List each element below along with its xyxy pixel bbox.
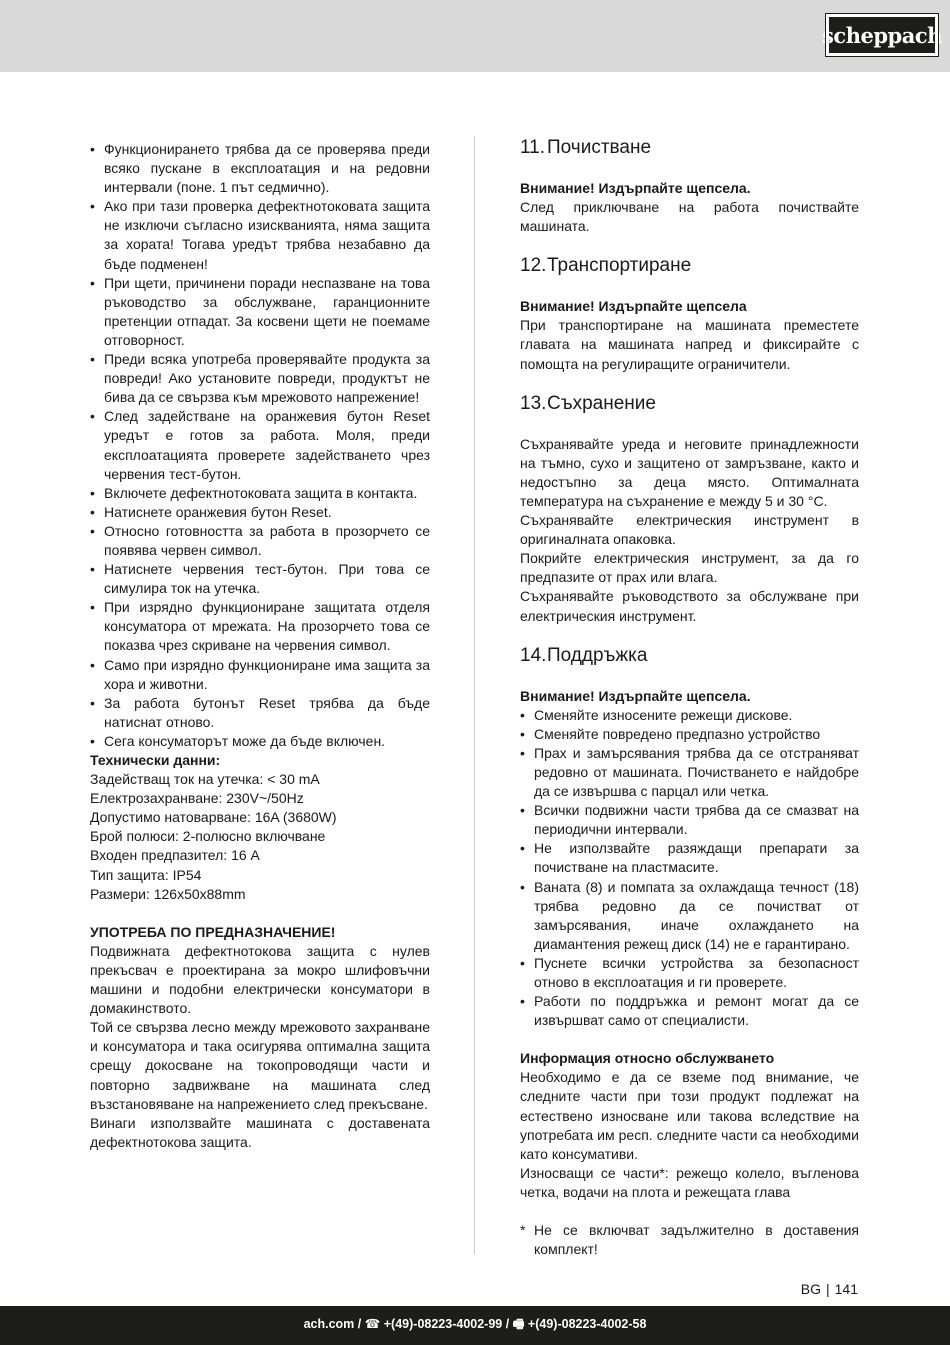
column-divider	[474, 136, 475, 1254]
footer-contact-bar	[0, 1306, 950, 1345]
warning-text: Внимание! Издърпайте щепсела	[520, 298, 747, 315]
service-info-paragraph: Необходимо е да се вземе под внимание, че следните части при този продукт подлежат на естествено износване или такова вследствие на употребата им респ. следните части са необходими като консумативи.	[520, 1069, 859, 1162]
tech-data-line: Задействащ ток на утечка: < 30 mA	[90, 771, 320, 788]
tech-data-line: Електрозахранване: 230V~/50Hz	[90, 790, 304, 807]
section-heading-storage	[520, 392, 859, 416]
section-number: 12.	[520, 255, 547, 277]
list-item: • Работи по поддръжка и ремонт могат да се извършват само от специалисти.	[520, 992, 859, 1030]
list-item: • Само при изрядно функциониране има защита за хора и животни.	[90, 656, 430, 694]
maintenance-bullet-list	[520, 706, 859, 1031]
list-item: • При щети, причинени поради неспазване на това ръководство за обслужване, гаранционните претенции отпадат. За косвени щети не поемаме отговорност.	[90, 274, 430, 350]
language-code: BG	[800, 1281, 821, 1297]
section-text: При транспортиране на машината преместете главата на машината напред и фиксирайте с помощта на регулиращите ограничители.	[520, 317, 859, 372]
list-item: • За работа бутонът Reset трябва да бъде натиснат отново.	[90, 694, 430, 732]
intended-use-paragraph: Той се свързва лесно между мрежовото захранване и консуматора и така осигурява оптимална защита срещу докосване на токопроводящи части и повторно задвижване на машината след възстановяване на напрежението след прекъсване.	[90, 1019, 430, 1112]
page-number-value: 141	[834, 1281, 858, 1297]
list-item: • Не използвайте разяждащи препарати за почистване на пластмасите.	[520, 839, 859, 877]
list-item: • При изрядно функциониране защитата отделя консуматора от мрежата. На прозорчето това се показва чрез скриване на червения символ.	[90, 598, 430, 655]
service-info-paragraph: Износващи се части*: режещо колело, въгленова четка, водачи на плота и режещата глава	[520, 1164, 859, 1200]
tech-data-heading: Технически данни:	[90, 752, 221, 768]
section-text: След приключване на работа почиствайте машината.	[520, 199, 859, 235]
section-text: Покрийте електрическия инструмент, за да го предпазите от прах или влага.	[520, 550, 859, 586]
section-heading-cleaning	[520, 136, 859, 160]
list-item: • Сега консуматорът може да бъде включен.	[90, 732, 430, 751]
section-number: 11.	[520, 137, 546, 158]
footnote-marker: *	[520, 1222, 526, 1239]
footnote	[520, 1221, 859, 1259]
intended-use-paragraph: Винаги използвайте машината с доставената дефектнотокова защита.	[90, 1114, 430, 1150]
list-item: • Прах и замърсявания трябва да се отстраняват редовно от машината. Почистването е найдобре да се извършва с парцал или четка.	[520, 744, 859, 801]
section-text: Съхранявайте електрическия инструмент в оригиналната опаковка.	[520, 512, 859, 548]
section-number: 13.	[520, 392, 547, 414]
left-column	[90, 140, 430, 1152]
section-title: Съхранение	[547, 392, 656, 414]
tech-data-line: Допустимо натоварване: 16A (3680W)	[90, 809, 337, 826]
warning-text: Внимание! Издърпайте щепсела.	[520, 180, 751, 196]
list-item: • Включете дефектнотоковата защита в контакта.	[90, 484, 430, 503]
list-item: • Натиснете оранжевия бутон Reset.	[90, 503, 430, 522]
intended-use-heading: УПОТРЕБА ПО ПРЕДНАЗНАЧЕНИЕ!	[90, 923, 336, 940]
section-title: Почистване	[547, 137, 652, 158]
footnote-text: Не се включват задължително в доставения комплект!	[534, 1222, 859, 1258]
list-item: • Всички подвижни части трябва да се смазват на периодични интервали.	[520, 801, 859, 839]
page-separator: |	[826, 1281, 830, 1297]
intended-use-paragraph: Подвижната дефектнотокова защита с нулев прекъсвач е проектирана за мокро шлифовъчни машини и подобни електрически консуматори в домакинството.	[90, 942, 430, 1017]
tech-data-line: Размери: 126x50x88mm	[90, 885, 246, 902]
section-heading-maintenance	[520, 644, 859, 668]
list-item: • Сменяйте износените режещи дискове.	[520, 706, 859, 725]
footer-contact-text: ach.com / ☎ +(49)-08223-4002-99 / 🖷 +(49)-08223-4002-58	[303, 1317, 647, 1331]
warning-text: Внимание! Издърпайте щепсела.	[520, 687, 751, 704]
list-item: • След задействане на оранжевия бутон Reset уредът е готов за работа. Моля, преди експлоатацията проверете задействането чрез червения тест-бутон.	[90, 407, 430, 483]
tech-data-line: Брой полюси: 2-полюсно включване	[90, 828, 326, 845]
header-bar	[0, 0, 950, 72]
list-item: • Ако при тази проверка дефектнотоковата защита не изключи съгласно изискванията, няма защита за хората! Тогава уредът трябва незабавно да бъде подменен!	[90, 197, 430, 273]
section-text: Съхранявайте ръководството за обслужване при електрическия инструмент.	[520, 588, 859, 624]
tech-data-line: Тип защита: IP54	[90, 866, 202, 883]
tech-data-line: Входен предпазител: 16 A	[90, 847, 260, 864]
page-number	[801, 1281, 858, 1297]
section-heading-transport	[520, 254, 859, 278]
section-title: Поддръжка	[547, 644, 648, 666]
list-item: • Сменяйте повредено предпазно устройство	[520, 725, 859, 744]
section-number: 14.	[520, 644, 547, 666]
brand-logo-text: scheppach	[822, 22, 942, 48]
section-title: Транспортиране	[547, 255, 692, 277]
brand-logo	[822, 14, 942, 56]
right-column	[520, 137, 859, 1259]
list-item: • Ваната (8) и помпата за охлаждаща течност (18) трябва редовно да се почистват от замърсявания, иначе охлаждането на диамантения режещ диск (14) не е гарантирано.	[520, 878, 859, 954]
section-text: Съхранявайте уреда и неговите принадлежности на тъмно, сухо и защитено от замръзване, както и недостъпно за деца място. Оптималната температура на съхранение е между 5 и 30 °C.	[520, 435, 859, 509]
list-item: • Натиснете червения тест-бутон. При това се симулира ток на утечка.	[90, 560, 430, 598]
list-item: • Относно готовността за работа в прозорчето се появява червен символ.	[90, 522, 430, 560]
list-item: • Пуснете всички устройства за безопасност отново в експлоатация и ги проверете.	[520, 954, 859, 992]
safety-bullet-list	[90, 140, 430, 751]
list-item: • Преди всяка употреба проверявайте продукта за повреди! Ако установите повреди, продуктът не бива да се свързва към мрежовото напрежение!	[90, 350, 430, 407]
service-info-heading: Информация относно обслужването	[520, 1050, 775, 1067]
list-item: • Функционирането трябва да се проверява преди всяко пускане в експлоатация и на редовни интервали (поне. 1 път седмично).	[90, 140, 430, 197]
